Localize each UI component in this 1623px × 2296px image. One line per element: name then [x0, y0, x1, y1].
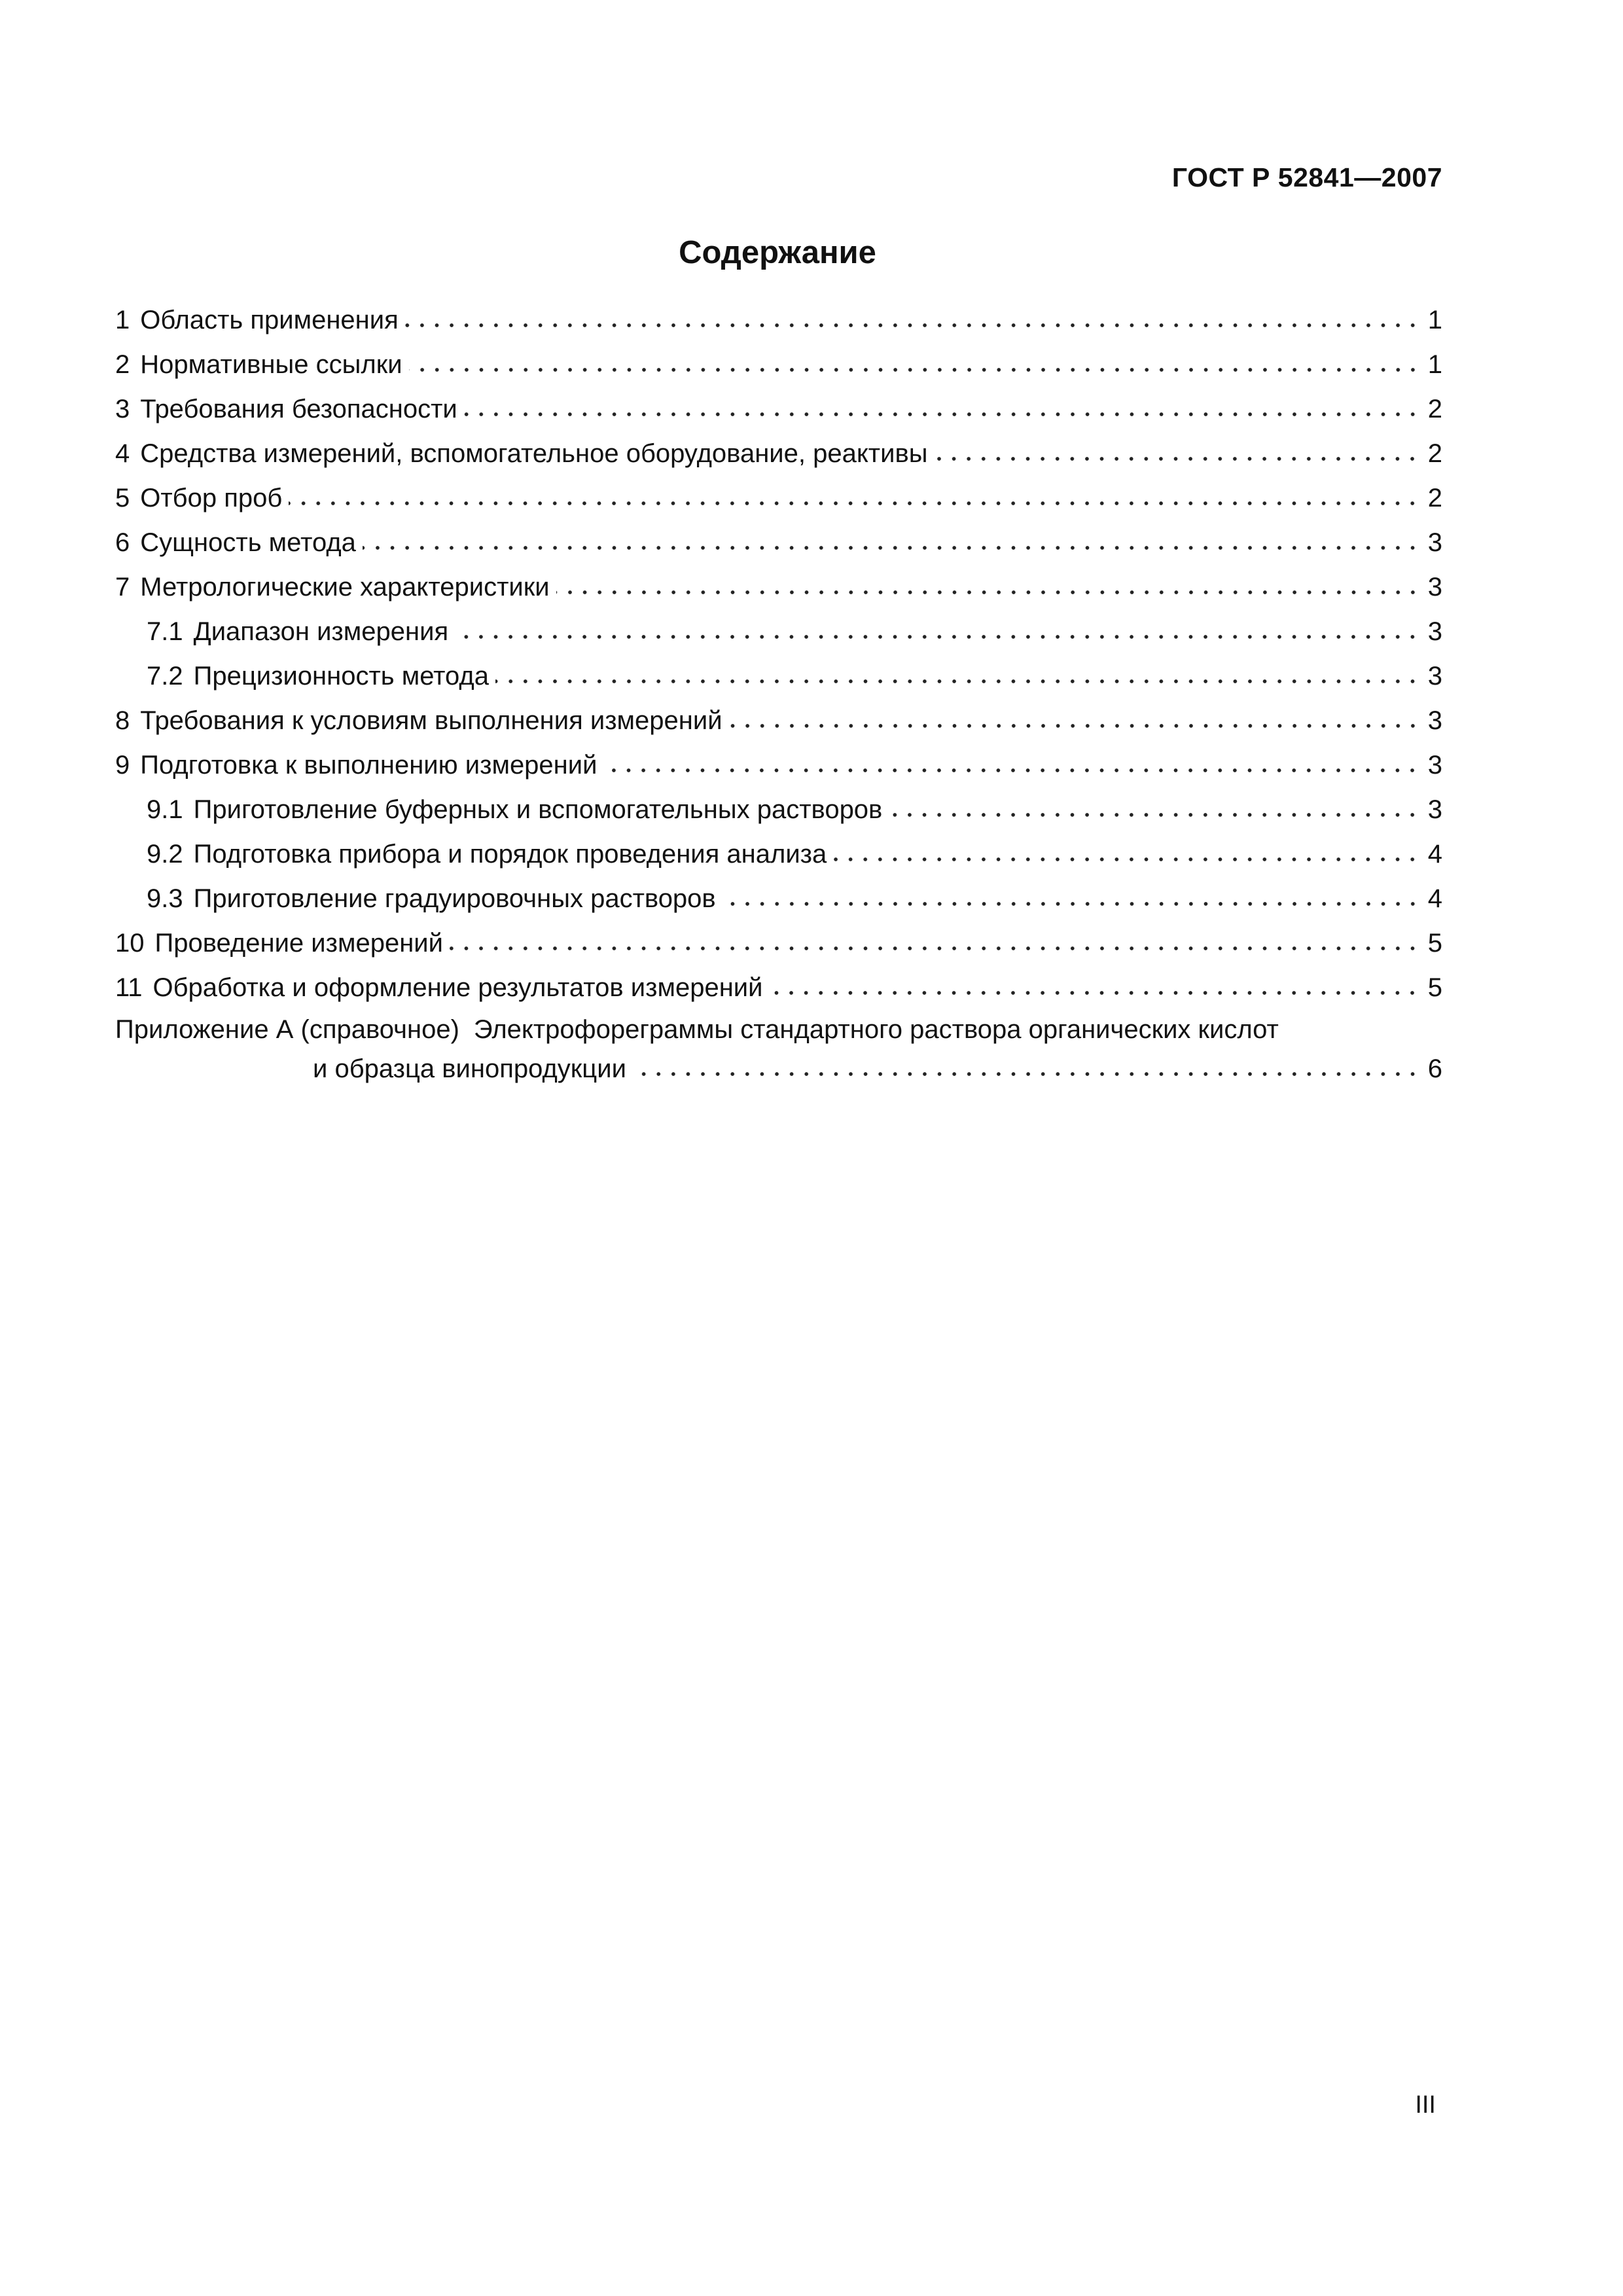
- toc-entry-3[interactable]: [115, 387, 1442, 431]
- dot-leader: [729, 723, 1420, 729]
- toc-entry-appendix-a[interactable]: [115, 1010, 1442, 1088]
- toc-entry-number: 4: [115, 439, 130, 468]
- appendix-first-line: [115, 1010, 1442, 1049]
- toc-entry-title: Требования безопасности: [140, 395, 457, 423]
- toc-entry-page: 5: [1427, 929, 1442, 958]
- toc-entry-page: 3: [1427, 528, 1442, 557]
- dot-leader: [556, 589, 1420, 596]
- toc-entry-number: 9.2: [147, 840, 183, 869]
- toc-entry-8[interactable]: [115, 698, 1442, 743]
- toc-entry-number: 7: [115, 573, 130, 601]
- toc-entry-title: Прецизионность метода: [193, 662, 489, 691]
- toc-entry-7[interactable]: [115, 565, 1442, 609]
- dot-leader: [450, 945, 1420, 952]
- toc-entry-number: 9.1: [147, 795, 183, 824]
- toc-entry-title: Метрологические характеристики: [140, 573, 550, 601]
- toc-entry-9-1[interactable]: [115, 787, 1442, 832]
- dot-leader: [464, 411, 1420, 418]
- toc-entry-title: Подготовка к выполнению измерений: [140, 751, 597, 780]
- toc-entry-page: 3: [1427, 573, 1442, 601]
- toc-entry-title: Отбор проб: [140, 484, 283, 512]
- toc-entry-number: 8: [115, 706, 130, 735]
- toc-entry-4[interactable]: [115, 431, 1442, 476]
- page-number: III: [1415, 2091, 1436, 2119]
- toc-entry-page: 6: [1427, 1054, 1442, 1083]
- toc-entry-title: Область применения: [140, 306, 399, 334]
- dot-leader: [409, 367, 1420, 373]
- dot-leader: [603, 767, 1419, 774]
- dot-leader: [455, 634, 1420, 640]
- toc-entry-page: 2: [1427, 439, 1442, 468]
- toc-entry-page: 3: [1427, 662, 1442, 691]
- toc-entry-number: 3: [115, 395, 130, 423]
- toc-entry-page: 3: [1427, 617, 1442, 646]
- toc-title: Содержание: [679, 235, 876, 270]
- toc-entry-page: 2: [1427, 484, 1442, 512]
- toc-entry-number: 9.3: [147, 884, 183, 913]
- dot-leader: [889, 812, 1419, 818]
- toc-entry-7-2[interactable]: [115, 654, 1442, 698]
- toc-entry-title: Проведение измерений: [154, 929, 443, 958]
- toc-entry-page: 1: [1427, 306, 1442, 334]
- toc-entry-number: 11: [115, 973, 143, 1002]
- toc-entry-page: 3: [1427, 795, 1442, 824]
- toc-entry-9[interactable]: [115, 743, 1442, 787]
- toc-entry-page: 2: [1427, 395, 1442, 423]
- dot-leader: [289, 500, 1419, 507]
- dot-leader: [769, 990, 1419, 996]
- toc-entry-7-1[interactable]: [115, 609, 1442, 654]
- dot-leader: [722, 901, 1420, 907]
- toc-entry-page: 4: [1427, 884, 1442, 913]
- toc-entry-number: 6: [115, 528, 130, 557]
- toc-entry-title: Приготовление градуировочных растворов: [193, 884, 716, 913]
- toc-entry-9-3[interactable]: [115, 876, 1442, 921]
- toc-entry-5[interactable]: [115, 476, 1442, 520]
- toc-entry-1[interactable]: [115, 298, 1442, 342]
- toc-entry-page: 5: [1427, 973, 1442, 1002]
- appendix-title-line1: Электрофореграммы стандартного раствора органических кислот: [473, 1015, 1279, 1044]
- toc-entry-10[interactable]: [115, 921, 1442, 965]
- toc-entry-title: Обработка и оформление результатов измерений: [152, 973, 763, 1002]
- toc-entry-number: 2: [115, 350, 130, 379]
- toc-entry-page: 3: [1427, 706, 1442, 735]
- toc-entry-2[interactable]: [115, 342, 1442, 387]
- toc-entry-number: 7.1: [147, 617, 183, 646]
- dot-leader: [934, 456, 1419, 462]
- toc-entry-title: Нормативные ссылки: [140, 350, 402, 379]
- dot-leader: [363, 545, 1420, 551]
- toc-entry-number: 1: [115, 306, 130, 334]
- toc-entry-title: Средства измерений, вспомогательное оборудование, реактивы: [140, 439, 928, 468]
- toc-entry-number: 10: [115, 929, 145, 958]
- toc-entry-9-2[interactable]: [115, 832, 1442, 876]
- toc-entry-page: 3: [1427, 751, 1442, 780]
- appendix-label: Приложение А (справочное): [115, 1015, 459, 1044]
- toc-entry-page: 4: [1427, 840, 1442, 869]
- toc-entry-title: Подготовка прибора и порядок проведения анализа: [193, 840, 827, 869]
- toc-entry-number: 9: [115, 751, 130, 780]
- dot-leader: [633, 1071, 1420, 1077]
- table-of-contents: [115, 298, 1442, 1088]
- appendix-second-line: [115, 1049, 1442, 1088]
- toc-entry-title: Требования к условиям выполнения измерений: [140, 706, 722, 735]
- standard-code: ГОСТ Р 52841—2007: [1171, 162, 1442, 192]
- toc-entry-title: Приготовление буферных и вспомогательных растворов: [193, 795, 883, 824]
- toc-entry-page: 1: [1427, 350, 1442, 379]
- dot-leader: [405, 322, 1420, 329]
- toc-entry-11[interactable]: [115, 965, 1442, 1010]
- toc-entry-title: Диапазон измерения: [193, 617, 449, 646]
- toc-entry-6[interactable]: [115, 520, 1442, 565]
- toc-entry-title: Сущность метода: [140, 528, 356, 557]
- appendix-title-line2: и образца винопродукции: [313, 1054, 626, 1083]
- toc-entry-number: 5: [115, 484, 130, 512]
- toc-entry-number: 7.2: [147, 662, 183, 691]
- dot-leader: [495, 678, 1420, 685]
- dot-leader: [833, 856, 1420, 863]
